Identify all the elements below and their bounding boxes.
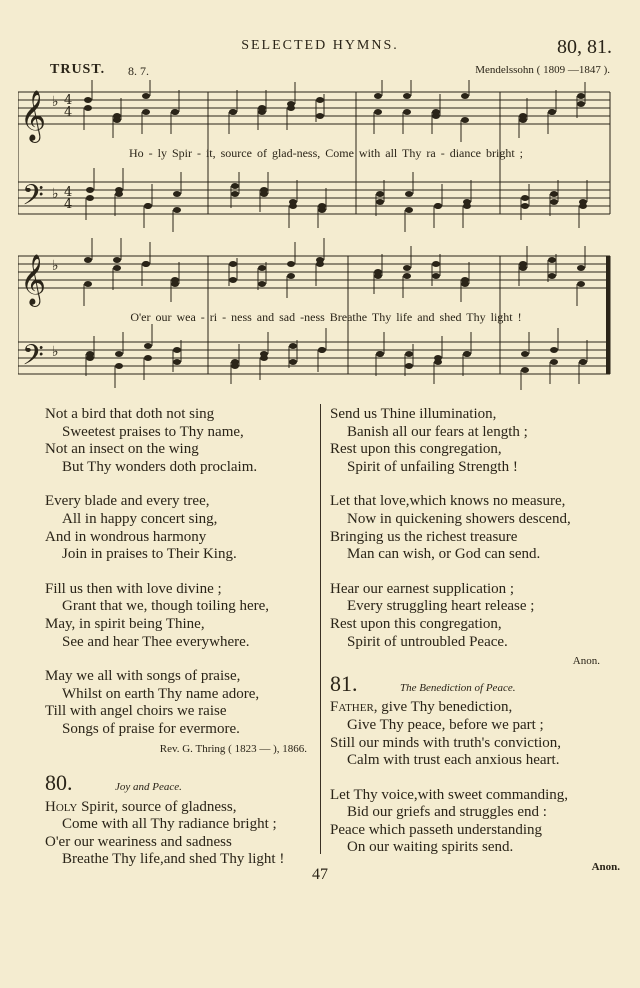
verse-line: O'er our weariness and sadness [45,833,232,850]
note-head [374,93,382,99]
note-head [405,191,413,197]
key-flat: ♭ [52,94,59,110]
note-head [115,191,123,197]
note-head [258,281,266,287]
note-head [521,351,529,357]
hymn79-stanza-3 [45,581,315,651]
verse-line: But Thy wonders doth proclaim. [62,458,258,475]
right-column [330,406,630,883]
note-head [318,347,326,353]
hymn-numbers: 80, 81. [557,36,612,58]
page-number: 47 [312,866,328,883]
verse-line: Till with angel choirs we raise [45,703,227,720]
hymn81-stanza-1 [330,699,630,769]
tune-name: TRUST. [50,62,106,77]
note-head [548,257,556,263]
music-score [18,80,618,390]
verse-line: Now in quickening showers descend, [347,510,571,527]
hymn81-attribution: Anon. [591,861,620,874]
hymn80-title: Joy and Peace. [115,781,182,794]
note-head [86,187,94,193]
note-head [289,343,297,349]
verse-line: May we all with songs of praise, [45,668,241,685]
hymn81-stanza-2 [330,787,630,857]
verse-line: Give Thy peace, before we part ; [347,716,544,733]
note-head [258,265,266,271]
verse-line: Bringing us the richest treasure [330,528,518,545]
note-head [316,113,324,119]
verse-line: Banish all our fears at length ; [347,423,528,440]
note-head [376,191,384,197]
note-head [86,351,94,357]
verse-line: Grant that we, though toiling here, [62,598,270,615]
key-flat: ♭ [52,258,59,274]
note-head [434,203,442,209]
time-signature: 4 [64,93,73,108]
treble-clef: 𝄞 [20,90,47,141]
note-head [548,109,556,115]
verse-line: Every struggling heart release ; [347,598,535,615]
note-head [316,261,324,267]
verse-line: Every blade and every tree, [45,493,210,510]
note-head [287,105,295,111]
note-head [231,359,239,365]
note-head [434,359,442,365]
note-head [403,265,411,271]
note-head [144,355,152,361]
note-head [113,257,121,263]
note-head [521,203,529,209]
note-head [548,273,556,279]
hymn80-first-word: Holy [45,798,78,815]
note-head [173,207,181,213]
note-head [113,113,121,119]
note-head [84,105,92,111]
note-head [316,97,324,103]
note-head [376,199,384,205]
verse-line: See and hear Thee everywhere. [62,633,250,650]
verse-line: Still our minds with truth's conviction, [330,734,562,751]
note-head [115,351,123,357]
note-head [113,265,121,271]
note-head [287,273,295,279]
note-head [405,363,413,369]
verse-line: All in happy concert sing, [62,510,218,527]
note-head [84,281,92,287]
time-signature: 4 [64,185,73,200]
verse-line: Not a bird that doth not sing [45,406,215,422]
hymn81-number: 81. [330,670,358,696]
verse-line: Calm with trust each anxious heart. [347,752,560,769]
note-head [519,261,527,267]
note-head [86,195,94,201]
note-head [229,277,237,283]
note-head [171,277,179,283]
note-head [144,343,152,349]
bass-clef: 𝄢 [22,179,44,219]
note-head [579,359,587,365]
note-head [173,359,181,365]
note-head [432,261,440,267]
hymn79-stanza-4 [45,668,315,738]
hymn80-heading [45,770,315,797]
note-head [84,257,92,263]
note-head [550,359,558,365]
note-head [231,191,239,197]
verse-line: Breathe Thy life,and shed Thy light ! [62,851,285,868]
note-head [579,203,587,209]
hymn79-attribution: Rev. G. Thring ( 1823 — ), 1866. [159,742,307,755]
column-divider [320,404,321,854]
note-head [577,101,585,107]
note-head [289,203,297,209]
note-head [577,265,585,271]
note-head [142,93,150,99]
verse-line: Come with all Thy radiance bright ; [62,816,277,833]
verse-line: Spirit of unfailing Strength ! [347,458,518,475]
verse-line: Spirit, source of gladness, [77,798,237,815]
note-head [84,97,92,103]
note-head [229,261,237,267]
note-head [374,269,382,275]
note-head [171,109,179,115]
note-head [287,261,295,267]
note-head [258,105,266,111]
note-head [521,195,529,201]
note-head [577,93,585,99]
note-head [577,281,585,287]
hymn80-stanza-3 [330,493,630,563]
verse-line: Fill us then with love divine ; [45,580,222,597]
key-flat: ♭ [52,344,59,360]
verse-line: Sweetest praises to Thy name, [62,423,244,440]
time-signature: 4 [64,105,73,120]
note-head [173,191,181,197]
note-head [376,351,384,357]
note-head [550,199,558,205]
verse-line: Let Thy voice,with sweet commanding, [330,786,569,803]
note-head [521,367,529,373]
note-head [519,113,527,119]
note-head [403,273,411,279]
verse-line: Let that love,which knows no measure, [330,493,566,510]
note-head [463,203,471,209]
note-head [550,347,558,353]
hymn80-number: 80. [45,770,73,796]
note-head [260,355,268,361]
tune-meter: 8. 7. [128,64,149,78]
treble-clef: 𝄞 [20,254,47,305]
verse-line: May, in spirit being Thine, [45,615,205,632]
running-head: SELECTED HYMNS. [241,38,399,53]
note-head [403,93,411,99]
note-head [550,191,558,197]
left-column [45,406,315,886]
hymn80-attribution: Anon. [572,655,600,668]
verse-line: Join in praises to Their King. [62,546,237,563]
hymn79-stanza-2 [45,493,315,563]
note-head [405,207,413,213]
hymn79-stanza-1 [45,406,315,476]
note-head [142,109,150,115]
hymn80-stanza-2 [330,406,630,476]
note-head [432,109,440,115]
verse-line: Hear our earnest supplication ; [330,580,515,597]
note-head [461,277,469,283]
verse-line: Not an insect on the wing [45,441,199,458]
lyric-line-1: Ho - ly Spir - it, source of glad-ness, Come with all Thy ra - diance bright ; [128,146,524,160]
note-head [318,203,326,209]
hymn81-first-word: Father [330,699,374,716]
verse-line: Rest upon this congregation, [330,615,502,632]
key-flat: ♭ [52,186,59,202]
lyric-line-2: O'er our wea - ri - ness and sad -ness Breathe Thy life and shed Thy light ! [130,310,522,324]
hymn80-stanza-1 [45,799,315,869]
time-signature: 4 [64,197,73,212]
bass-clef: 𝄢 [22,339,44,379]
note-head [144,203,152,209]
verse-line: On our waiting spirits send. [347,839,514,856]
note-head [463,351,471,357]
note-head [231,183,239,189]
note-head [403,109,411,115]
hymn81-heading [330,670,630,698]
note-head [405,351,413,357]
note-head [289,359,297,365]
verse-line: Songs of praise for evermore. [62,720,240,737]
verse-line: And in wondrous harmony [45,528,207,545]
note-head [374,109,382,115]
verse-line: Spirit of untroubled Peace. [347,633,508,650]
note-head [260,187,268,193]
note-head [461,93,469,99]
verse-line: Bid our griefs and struggles end : [347,804,547,821]
tune-composer: Mendelssohn ( 1809 —1847 ). [475,64,610,76]
verse-line: Send us Thine illumination, [330,406,497,422]
note-head [142,261,150,267]
note-head [115,363,123,369]
hymn80-stanza-4 [330,581,630,651]
hymn81-title: The Benediction of Peace. [400,681,516,694]
verse-line: Rest upon this congregation, [330,441,502,458]
verse-line: , give Thy benediction, [373,699,513,716]
note-head [173,347,181,353]
note-head [432,273,440,279]
verse-line: Peace which passeth understanding [330,821,543,838]
note-head [229,109,237,115]
verse-line: Whilst on earth Thy name adore, [62,685,260,702]
verse-line: Man can wish, or God can send. [347,546,541,563]
note-head [461,117,469,123]
